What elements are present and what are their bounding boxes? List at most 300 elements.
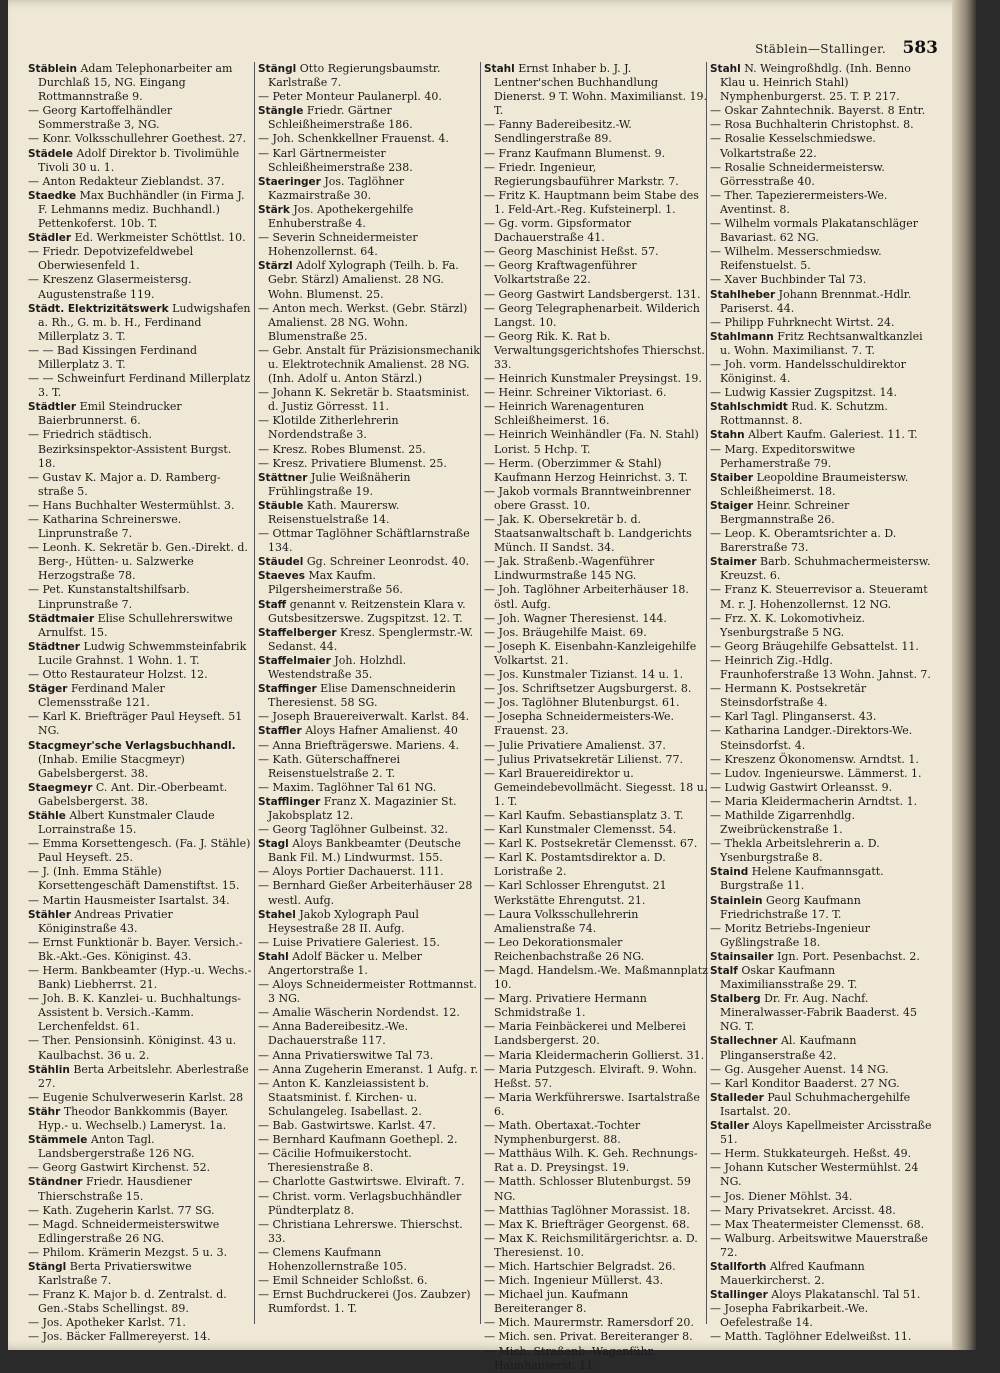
directory-entry [258,626,482,654]
directory-entry [484,217,708,245]
entry-surname: Staeringer [258,175,321,188]
directory-entry [710,1119,934,1147]
directory-entry [484,640,708,668]
directory-entry [258,1274,482,1288]
entry-text: — Karl Schlosser Ehrengutst. 21 Werkstätte Ehrengutst. 21. [484,879,667,907]
entry-text: C. Ant. Dir.-Oberbeamt. Gabelsbergerst. 38. [38,780,228,808]
directory-column-3 [484,62,708,1372]
directory-entry [28,62,252,104]
directory-entry [484,1091,708,1119]
directory-entry [28,583,252,611]
entry-surname: Stählin [28,1063,70,1076]
directory-entry [28,1133,252,1161]
directory-entry [258,471,482,499]
directory-entry [28,1161,252,1175]
entry-surname: Stähle [28,809,66,822]
entry-text: Joh. Holzhdl. Westendstraße 35. [268,653,407,682]
directory-entry [258,1133,482,1147]
entry-surname: Stalf [710,965,738,977]
entry-text: Barb. Schuhmachermeistersw. Kreuzst. 6. [720,555,931,583]
entry-surname: Städtmaier [28,612,95,625]
directory-entry [484,62,708,118]
directory-entry [710,527,934,555]
entry-text: — Georg Gastwirt Kirchenst. 52. [28,1161,211,1175]
directory-entry [710,62,934,104]
directory-entry [484,288,708,302]
entry-text: — Bernhard Gießer Arbeiterhäuser 28 westl. Aufg. [258,879,473,907]
entry-text: — Heinrich Weinhändler (Fa. N. Stahl) Lorist. 5 Hchp. T. [484,428,699,456]
directory-entry [710,724,934,752]
entry-text: — Fritz K. Hauptmann beim Stabe des 1. Feld-Art.-Reg. Kufsteinerpl. 1. [484,188,699,216]
directory-entry [710,865,934,893]
directory-entry [258,753,482,781]
directory-entry [484,1049,708,1063]
entry-text: Friedr. Hausdiener Thierschstraße 15. [38,1175,192,1203]
entry-text: — Mich. sen. Privat. Bereiteranger 8. [484,1330,693,1344]
directory-entry [258,90,482,104]
directory-entry [28,400,252,428]
entry-text: — Magd. Schneidermeisterswitwe Edlingerstraße 26 NG. [28,1217,220,1245]
entry-text: — Walburg. Arbeitswitwe Mauerstraße 72. [710,1231,928,1259]
entry-text: — Georg Gastwirt Landsbergerst. 131. [484,287,701,301]
entry-text: — Georg Telegraphenarbeit. Wilderich Langst. 10. [484,301,700,329]
entry-text: Gg. Schreiner Leonrodst. 40. [306,555,470,569]
entry-text: — Wilhelm vormals Plakatanschläger Bavariast. 62 NG. [710,217,918,245]
directory-entry [258,231,482,259]
entry-surname: Stallechner [710,1035,778,1048]
entry-text: — Thekla Arbeitslehrerin a. D. Ysenburgstraße 8. [710,837,880,865]
directory-entry [28,132,252,146]
directory-entry [258,1077,482,1119]
directory-entry [28,245,252,273]
entry-surname: Städtler [28,401,77,414]
entry-text: — Marg. Expeditorswitwe Perhamerstraße 79. [710,442,856,470]
directory-entry [484,1119,708,1147]
directory-entry [484,1147,708,1175]
entry-text: Oskar Kaufmann Maximiliansstraße 29. T. [720,964,858,992]
entry-text: Ed. Werkmeister Schöttlst. 10. [74,231,246,245]
entry-text: — Gg. vorm. Gipsformator Dachauerstraße 41. [484,217,632,245]
entry-text: — Karl K. Postamtsdirektor a. D. Loristraße 2. [484,851,666,879]
entry-text: — Heinrich Warenagenturen Schleißheimerst. 16. [484,400,645,428]
entry-surname: Staffinger [258,683,317,696]
directory-entry [484,1175,708,1203]
directory-entry [484,682,708,696]
entry-text: — Matthias Taglöhner Morassist. 18. [484,1203,691,1217]
entry-text: — Rosa Buchhalterin Christophst. 8. [710,118,914,132]
entry-text: — Maria Feinbäckerei und Melberei Landsbergerst. 20. [484,1020,686,1048]
entry-text: — Jos. Bräugehilfe Maist. 69. [484,625,647,639]
entry-surname: Stängle [258,105,304,118]
entry-surname: Stahlmann [710,330,774,343]
directory-entry [28,739,252,781]
entry-surname: Stähr [28,1105,61,1118]
directory-entry [28,499,252,513]
entry-text: — Oskar Zahntechnik. Bayerst. 8 Entr. [710,104,926,118]
directory-entry [710,1330,934,1344]
directory-entry [28,837,252,865]
entry-text: Ludwigshafen a. Rh., G. m. b. H., Ferdinand Millerplatz 3. T. [38,301,251,343]
entry-text: — Frz. X. K. Lokomotivheiz. Ysenburgstraße 5 NG. [710,611,866,639]
entry-text: Fritz Rechtsanwaltkanzlei u. Wohn. Maximilianst. 7. T. [720,329,923,357]
entry-surname: Staffelmaier [258,654,331,667]
entry-text: — Gebr. Anstalt für Präzisionsmechanik u. Elektrotechnik Amalienst. 28 NG. (Inh. Adolf u. Anton Stärzl.) [258,343,480,386]
directory-entry [710,217,934,245]
directory-entry [710,1190,934,1204]
directory-entry [710,189,934,217]
directory-entry [258,795,482,823]
entry-text: — Karl K. Briefträger Paul Heyseft. 51 NG. [28,710,243,738]
directory-entry [28,936,252,964]
directory-entry [28,231,252,245]
directory-column-4 [710,62,934,1344]
entry-text: — Friedrich städtisch. Bezirksinspektor-Assistent Burgst. 18. [28,428,232,470]
directory-entry [484,372,708,386]
entry-text: — Xaver Buchbinder Tal 73. [710,273,867,287]
directory-entry [710,443,934,471]
directory-entry [484,879,708,907]
entry-surname: Stäblein [28,63,77,75]
directory-entry [484,302,708,330]
entry-text: Al. Kaufmann Plinganserstraße 42. [720,1034,857,1062]
entry-text: — Rosalie Kesselschmiedswe. Volkartstraße 22. [710,132,876,160]
entry-text: — Heinrich Zig.-Hdlg. Fraunhoferstraße 13 Wohn. Jahnst. 7. [710,653,931,682]
entry-text: — Maria Werkführerswe. Isartalstraße 6. [484,1090,700,1118]
entry-text: — Philom. Krämerin Mezgst. 5 u. 3. [28,1245,228,1259]
entry-text: — Matthäus Wilh. K. Geh. Rechnungs-Rat a. D. Preysingst. 19. [484,1147,698,1175]
directory-entry [28,1091,252,1105]
entry-text: — Mich. Ingenieur Müllerst. 43. [484,1274,664,1288]
directory-entry [258,457,482,471]
entry-text: — Leop. K. Oberamtsrichter a. D. Barerstraße 73. [710,527,897,555]
directory-column-1 [28,62,252,1344]
entry-text: — Friedr. Depotvizefeldwebel Oberwiesenfeld 1. [28,245,194,273]
entry-surname: Städele [28,147,74,160]
directory-entry [484,513,708,555]
directory-entry [484,428,708,456]
entry-text: — Anna Zugeherin Emeranst. 1 Aufg. r. [258,1062,478,1076]
entry-surname: Staimer [710,556,757,569]
directory-entry [710,795,934,809]
directory-entry [258,175,482,203]
entry-text: — Kresz. Privatiere Blumenst. 25. [258,456,447,470]
entry-text: — Ludwig Gastwirt Orleansst. 9. [710,780,893,794]
directory-entry [710,428,934,442]
directory-entry [484,908,708,936]
entry-text: Jakob Xylograph Paul Heysestraße 28 II. Aufg. [268,907,419,935]
directory-entry [710,1260,934,1288]
directory-entry [484,118,708,146]
directory-entry [258,879,482,907]
entry-text: — Luise Privatiere Galeriest. 15. [258,935,440,949]
entry-text: — Johann K. Sekretär b. Staatsminist. d. Justiz Görresst. 11. [258,386,470,414]
entry-surname: Stallinger [710,1289,768,1302]
directory-entry [484,710,708,738]
directory-entry [710,1288,934,1302]
entry-text: — Herm. (Oberzimmer & Stahl) Kaufmann Herzog Heinrichst. 3. T. [484,456,688,484]
entry-text: — Mich. Maurermstr. Ramersdorf 20. [484,1316,694,1330]
directory-entry [484,161,708,189]
directory-entry [28,992,252,1034]
directory-entry [710,767,934,781]
directory-entry [28,894,252,908]
entry-text: — Ernst Funktionär b. Bayer. Versich.-Bk.-Akt.-Ges. Königinst. 43. [28,935,243,963]
directory-entry [258,443,482,457]
entry-text: — Josepha Schneidermeisters-We. Frauenst. 23. [484,710,675,738]
directory-entry [710,273,934,287]
directory-entry [258,908,482,936]
entry-surname: Stalberg [710,993,761,1006]
directory-entry [710,1077,934,1091]
entry-text: — Anton K. Kanzleiassistent b. Staatsminist. f. Kirchen- u. Schulangeleg. Isabellast. 2. [258,1076,430,1118]
entry-text: — Karl Konditor Baaderst. 27 NG. [710,1076,900,1090]
directory-entry [484,753,708,767]
directory-entry [710,583,934,611]
directory-entry [28,964,252,992]
entry-text: — Hans Buchhalter Westermühlst. 3. [28,498,235,512]
directory-entry [258,710,482,724]
entry-text: Aloys Hafner Amalienst. 40 [305,724,458,738]
entry-text: Helene Kaufmannsgatt. Burgstraße 11. [720,865,884,893]
entry-text: — Karl Tagl. Plinganserst. 43. [710,710,877,724]
directory-entry [484,696,708,710]
entry-text: — Jak. K. Obersekretär b. d. Staatsanwaltschaft b. Landgerichts Münch. II Sandst. 34. [484,513,692,555]
entry-text: Elise Damenschneiderin Theresienst. 58 SG. [268,682,456,710]
directory-entry [484,936,708,964]
entry-text: — Georg Bräugehilfe Gebsattelst. 11. [710,639,919,653]
directory-entry [28,104,252,132]
entry-text: — Wilhelm. Messerschmiedsw. Reifenstuelst. 5. [710,245,882,273]
entry-text: Aloys Bankbeamter (Deutsche Bank Fil. M.) Lindwurmst. 155. [268,837,461,865]
directory-entry [484,851,708,879]
directory-entry [258,132,482,146]
directory-entry [484,823,708,837]
entry-text: — Leo Dekorationsmaler Reichenbachstraße 26 NG. [484,935,645,963]
directory-entry [710,837,934,865]
directory-entry [710,471,934,499]
entry-text: Aloys Kapellmeister Arcisstraße 51. [720,1119,932,1147]
entry-text: — Anna Badereibesitz.-We. Dachauerstraße 117. [258,1020,409,1048]
entry-text: — Mary Privatsekret. Arcisst. 48. [710,1203,896,1217]
directory-entry [484,259,708,287]
entry-text: Ferdinand Maler Clemensstraße 121. [38,682,165,710]
directory-entry [258,978,482,1006]
directory-entry [710,1063,934,1077]
directory-entry [710,781,934,795]
entry-text: — Katharina Landger.-Direktors-We. Steinsdorfst. 4. [710,724,913,752]
entry-text: — Joh. Wagner Theresienst. 144. [484,611,667,625]
entry-text: Theodor Bankkommis (Bayer. Hyp.- u. Wechselb.) Lameryst. 1a. [38,1104,229,1133]
directory-entry [710,161,934,189]
entry-text: — Maria Putzgesch. Elviraft. 9. Wohn. Heßst. 57. [484,1062,697,1090]
directory-entry [28,1218,252,1246]
entry-text: — Magd. Handelsm.-We. Maßmannplatz 10. [484,964,708,992]
entry-text: — Kath. Zugeherin Karlst. 77 SG. [28,1203,215,1217]
entry-text: — Karl Gärtnermeister Schleißheimerstraße 238. [258,146,413,174]
directory-entry [258,147,482,175]
directory-entry [258,527,482,555]
directory-entry [710,358,934,386]
entry-text: — Charlotte Gastwirtswe. Elviraft. 7. [258,1175,465,1189]
entry-text: — Fanny Badereibesitz.-W. Sendlingerstraße 89. [484,118,632,146]
entry-text: — Mich. Hartschier Belgradst. 26. [484,1259,676,1273]
entry-text: — Franz Kaufmann Blumenst. 9. [484,146,666,160]
directory-entry [258,724,482,738]
entry-text: — Joh. B. K. Kanzlei- u. Buchhaltungs-Assistent b. Versich.-Kamm. Lerchenfeldst. 61. [28,992,241,1034]
directory-entry [484,767,708,809]
entry-text: — Karl Kaufm. Sebastiansplatz 3. T. [484,808,684,822]
directory-entry [484,485,708,513]
entry-text: — Clemens Kaufmann Hohenzollernstraße 105. [258,1245,407,1273]
page-header [708,38,938,60]
directory-entry [484,1345,708,1373]
directory-entry [710,1302,934,1330]
entry-text: — Otto Restaurateur Holzst. 12. [28,668,208,682]
entry-text: — Aloys Portier Dachauerst. 111. [258,865,444,879]
directory-entry [258,414,482,442]
entry-surname: Staller [710,1120,750,1133]
directory-entry [28,612,252,640]
entry-text: — Laura Volksschullehrerin Amalienstraße 74. [484,907,639,935]
directory-entry [258,739,482,753]
directory-entry [710,132,934,160]
directory-entry [28,908,252,936]
entry-text: — Anton Redakteur Zieblandst. 37. [28,174,225,188]
directory-entry [258,950,482,978]
directory-entry [28,1034,252,1062]
entry-surname: Stahel [258,908,296,921]
directory-entry [710,1204,934,1218]
directory-entry [258,1175,482,1189]
directory-entry [710,1161,934,1189]
entry-surname: Staedke [28,189,77,202]
directory-entry [710,1232,934,1260]
directory-entry [484,612,708,626]
entry-surname: Staind [710,866,749,879]
directory-entry [258,499,482,527]
entry-text: — Jos. Diener Möhlst. 34. [710,1189,853,1203]
entry-text: — Marg. Privatiere Hermann Schmidstraße 1. [484,992,647,1020]
directory-entry [28,1105,252,1133]
entry-text: — Christiana Lehrerswe. Thierschst. 33. [258,1217,463,1245]
entry-surname: Stärk [258,203,290,216]
directory-entry [258,62,482,90]
entry-text: Aloys Plakatanschl. Tal 51. [771,1288,921,1302]
directory-entry [710,753,934,767]
directory-entry [258,1246,482,1274]
entry-text: — Franz K. Steuerrevisor a. Steueramt M. r. J. Hohenzollernst. 12 NG. [710,583,928,611]
directory-entry [484,147,708,161]
entry-surname: Stallforth [710,1260,767,1273]
entry-text: Andreas Privatier Königinstraße 43. [38,907,173,935]
entry-text: — Josepha Fabrikarbeit.-We. Oefelestraße 14. [710,1302,869,1330]
entry-surname: Stahl [710,63,741,75]
entry-text: — Rosalie Schneidermeistersw. Görresstraße 40. [710,160,885,188]
entry-surname: Stacgmeyr'sche Verlagsbuchhandl. [28,739,236,752]
directory-entry [710,1034,934,1062]
entry-surname: Stahl [258,950,289,963]
directory-entry [484,400,708,428]
directory-entry [258,259,482,301]
entry-text: Friedr. Gärtner Schleißheimerstraße 186. [268,104,413,132]
entry-surname: Stalleder [710,1091,764,1104]
directory-entry [258,104,482,132]
entry-surname: Städler [28,232,72,245]
entry-surname: Stärzl [258,260,293,273]
directory-entry [28,668,252,682]
entry-text: — Klotilde Zitherlehrerin Nordendstraße 3. [258,414,399,442]
directory-column-2 [258,62,482,1330]
directory-entry [28,189,252,231]
entry-text: Adolf Bäcker u. Melber Angertorstraße 1. [268,949,422,977]
entry-text: — Ernst Buchdruckerei (Jos. Zaubzer) Rumfordst. 1. T. [258,1288,471,1316]
entry-text: — Emil Schneider Schloßst. 6. [258,1274,428,1288]
entry-text: Anton Tagl. Landsbergerstraße 126 NG. [38,1133,195,1161]
directory-entry [710,1147,934,1161]
directory-entry [484,386,708,400]
entry-text: — Michael jun. Kaufmann Bereiteranger 8. [484,1288,629,1316]
entry-text: — Matth. Taglöhner Edelweißst. 11. [710,1330,912,1344]
entry-text: Ludwig Schwemmsteinfabrik Lucile Grahnst. 1 Wohn. 1. T. [38,639,247,667]
directory-entry [28,809,252,837]
entry-text: — Herm. Stukkateurgeh. Heßst. 49. [710,1147,912,1161]
directory-entry [484,1260,708,1274]
directory-entry [484,668,708,682]
entry-text: — Gg. Ausgeher Auenst. 14 NG. [710,1062,889,1076]
directory-entry [258,1147,482,1175]
entry-text: — Leonh. K. Sekretär b. Gen.-Direkt. d. Berg-, Hütten- u. Salzwerke Herzogstraße 78. [28,541,248,583]
entry-text: Georg Kaufmann Friedrichstraße 17. T. [720,893,861,921]
directory-entry [484,457,708,485]
entry-text: — Georg Kraftwagenführer Volkartstraße 22. [484,259,637,287]
entry-text: Kath. Maurersw. Reisenstuelstraße 14. [268,498,400,526]
entry-text: — Kreszenz Ökonomensw. Arndtst. 1. [710,752,919,766]
directory-entry [710,894,934,922]
directory-entry [28,710,252,738]
entry-surname: Städt. Elektrizitätswerk [28,302,169,315]
entry-text: — Joseph Brauereiverwalt. Karlst. 84. [258,710,470,724]
entry-text: — Jakob vormals Branntweinbrenner obere Grasst. 10. [484,484,691,512]
entry-text: — Anna Briefträgerswe. Mariens. 4. [258,738,460,752]
directory-entry [258,1006,482,1020]
entry-text: Emil Steindrucker Baierbrunnerst. 6. [38,400,182,428]
directory-entry [28,640,252,668]
entry-text: Ign. Port. Pesenbachst. 2. [777,949,920,963]
entry-text: — Philipp Fuhrknecht Wirtst. 24. [710,315,895,329]
entry-text: Albert Kaufm. Galeriest. 11. T. [748,428,918,442]
entry-text: — Konr. Volksschullehrer Goethest. 27. [28,132,247,146]
entry-surname: Staegmeyr [28,781,93,794]
directory-entry [28,1063,252,1091]
entry-text: — Friedr. Ingenieur, Regierungsbauführer Markstr. 7. [484,160,679,188]
directory-entry [258,386,482,414]
entry-text: Ernst Inhaber b. J. J. Lentner'schen Buchhandlung Dienerst. 9 T. Wohn. Maximilianst. 19. T. [494,62,708,118]
entry-surname: Staff [258,598,287,611]
directory-entry [710,1091,934,1119]
directory-entry [258,1020,482,1048]
directory-entry [28,1175,252,1203]
entry-surname: Stahl [484,63,515,75]
entry-text: — Joh. Schenkkellner Frauenst. 4. [258,132,449,146]
entry-surname: Stäger [28,683,68,696]
directory-entry [710,809,934,837]
entry-surname: Staiber [710,471,754,484]
directory-entry [258,203,482,231]
entry-text: Albert Kunstmaler Claude Lorrainstraße 15. [38,808,215,837]
directory-entry [258,654,482,682]
entry-text: — Hermann K. Postsekretär Steinsdorfstraße 4. [710,682,867,710]
directory-entry [710,104,934,118]
